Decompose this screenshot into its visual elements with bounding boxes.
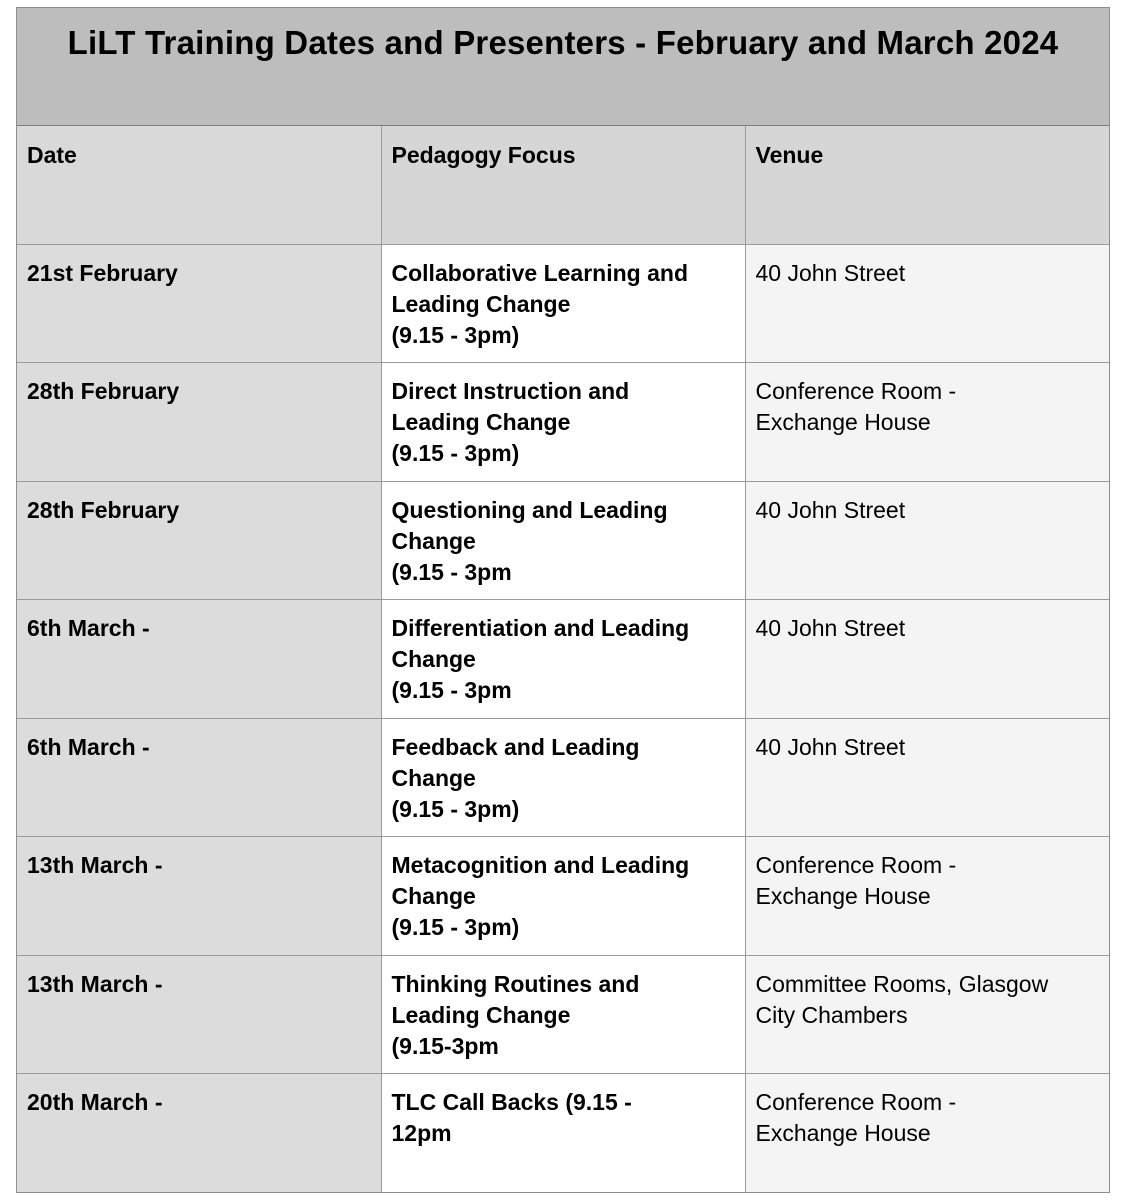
date-cell: 28th February bbox=[17, 363, 381, 482]
venue-cell bbox=[745, 955, 1109, 1074]
schedule-document bbox=[16, 7, 1110, 1193]
focus-cell bbox=[381, 837, 745, 956]
focus-cell bbox=[381, 600, 745, 719]
date-cell: 6th March - bbox=[17, 600, 381, 719]
table-row bbox=[17, 600, 1109, 719]
column-header-date: Date bbox=[17, 126, 381, 244]
column-header-focus: Pedagogy Focus bbox=[381, 126, 745, 244]
venue-cell bbox=[745, 600, 1109, 719]
focus-cell bbox=[381, 718, 745, 837]
focus-line: (9.15 - 3pm bbox=[391, 677, 512, 703]
table-row bbox=[17, 363, 1109, 482]
focus-cell bbox=[381, 955, 745, 1074]
focus-line: Leading Change bbox=[391, 409, 571, 435]
venue-cell bbox=[745, 244, 1109, 363]
focus-line: (9.15 - 3pm) bbox=[391, 795, 520, 822]
table-row bbox=[17, 718, 1109, 837]
date-cell: 28th February bbox=[17, 481, 381, 600]
focus-line: (9.15 - 3pm) bbox=[391, 914, 520, 940]
venue-line: Conference Room - bbox=[755, 1089, 957, 1115]
focus-line: 12pm bbox=[391, 1120, 452, 1146]
focus-line: Change bbox=[391, 646, 476, 672]
focus-line: Thinking Routines and bbox=[391, 970, 640, 997]
venue-cell bbox=[745, 837, 1109, 956]
focus-line: Change bbox=[391, 764, 476, 791]
focus-cell bbox=[381, 244, 745, 363]
table-row bbox=[17, 244, 1109, 363]
focus-line: (9.15 - 3pm) bbox=[391, 321, 520, 348]
date-cell: 13th March - bbox=[17, 955, 381, 1074]
venue-line: Committee Rooms, Glasgow bbox=[755, 970, 1049, 997]
venue-line: Exchange House bbox=[755, 883, 931, 909]
date-cell: 20th March - bbox=[17, 1074, 381, 1193]
focus-line: Differentiation and Leading bbox=[391, 615, 690, 641]
focus-line: Leading Change bbox=[391, 290, 571, 317]
venue-line: City Chambers bbox=[755, 1001, 908, 1028]
venue-cell bbox=[745, 363, 1109, 482]
focus-line: Feedback and Leading bbox=[391, 733, 640, 760]
venue-line: 40 John Street bbox=[755, 615, 906, 641]
venue-line: 40 John Street bbox=[755, 259, 906, 286]
focus-line: (9.15 - 3pm) bbox=[391, 440, 520, 466]
table-row bbox=[17, 481, 1109, 600]
focus-line: Change bbox=[391, 883, 476, 909]
venue-cell bbox=[745, 718, 1109, 837]
table-body bbox=[17, 244, 1109, 1192]
schedule-table bbox=[17, 126, 1109, 1192]
focus-line: Change bbox=[391, 527, 476, 554]
focus-cell bbox=[381, 363, 745, 482]
venue-line: Exchange House bbox=[755, 1120, 931, 1146]
venue-cell bbox=[745, 481, 1109, 600]
focus-line: (9.15-3pm bbox=[391, 1032, 499, 1059]
table-header-row bbox=[17, 126, 1109, 244]
focus-cell bbox=[381, 1074, 745, 1193]
focus-line: Metacognition and Leading bbox=[391, 852, 690, 878]
focus-line: Direct Instruction and bbox=[391, 378, 630, 404]
venue-line: 40 John Street bbox=[755, 496, 906, 523]
venue-line: Conference Room - bbox=[755, 378, 957, 404]
date-cell: 13th March - bbox=[17, 837, 381, 956]
table-row bbox=[17, 1074, 1109, 1193]
table-row bbox=[17, 955, 1109, 1074]
venue-line: Exchange House bbox=[755, 409, 931, 435]
focus-line: Leading Change bbox=[391, 1001, 571, 1028]
date-cell: 6th March - bbox=[17, 718, 381, 837]
focus-line: Questioning and Leading bbox=[391, 496, 668, 523]
page-title: LiLT Training Dates and Presenters - February and March 2024 bbox=[67, 24, 1059, 61]
title-bar bbox=[17, 8, 1109, 126]
table-row bbox=[17, 837, 1109, 956]
focus-line: Collaborative Learning and bbox=[391, 259, 688, 286]
venue-cell bbox=[745, 1074, 1109, 1193]
date-cell: 21st February bbox=[17, 244, 381, 363]
focus-line: (9.15 - 3pm bbox=[391, 558, 512, 585]
focus-line: TLC Call Backs (9.15 - bbox=[391, 1089, 632, 1115]
focus-cell bbox=[381, 481, 745, 600]
venue-line: 40 John Street bbox=[755, 733, 906, 760]
column-header-venue: Venue bbox=[745, 126, 1109, 244]
venue-line: Conference Room - bbox=[755, 852, 957, 878]
